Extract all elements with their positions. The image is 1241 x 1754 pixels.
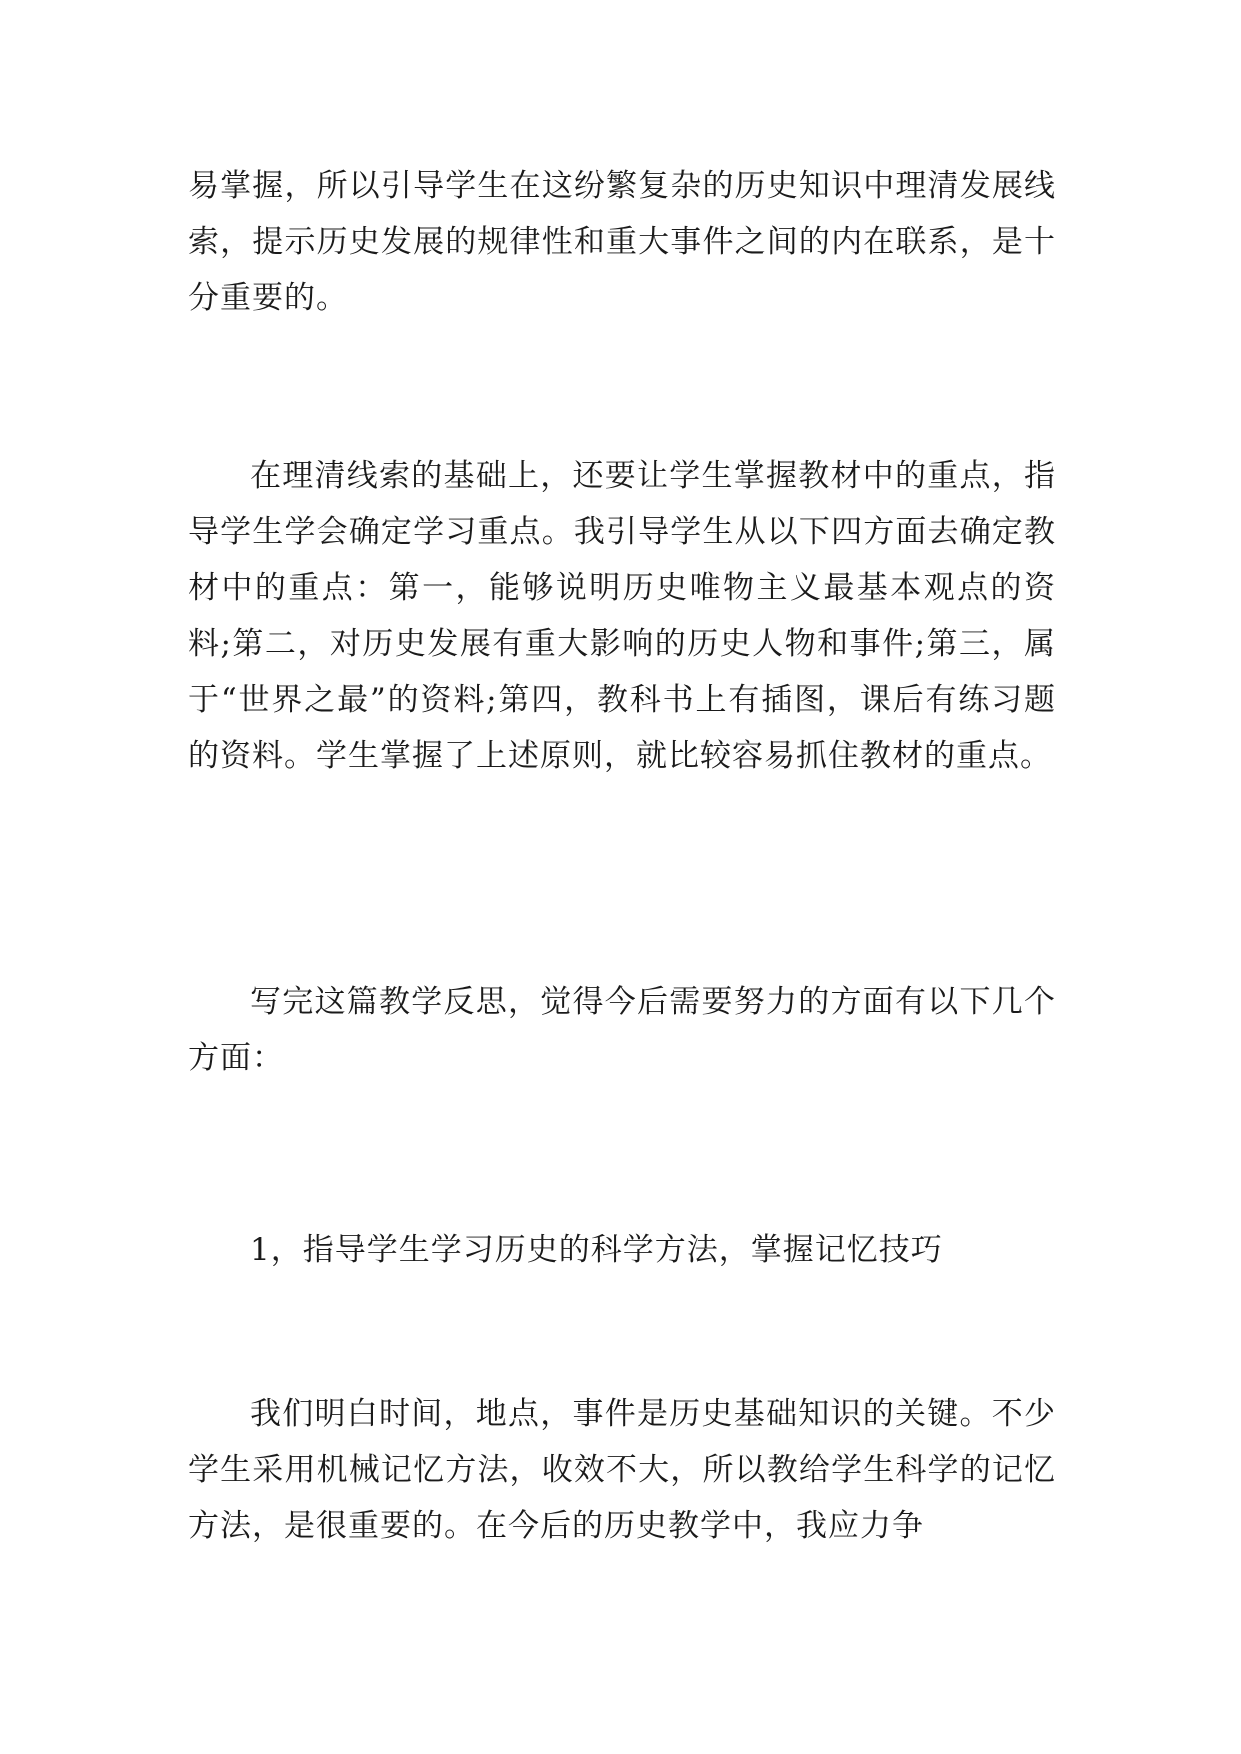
paragraph-continuation: 易掌握，所以引导学生在这纷繁复杂的历史知识中理清发展线索，提示历史发展的规律性和重大事件之间的内在联系，是十分重要的。 bbox=[188, 168, 1056, 316]
paragraph-reflection-intro: 写完这篇教学反思，觉得今后需要努力的方面有以下几个方面： bbox=[188, 984, 1056, 1076]
paragraph-key-points: 在理清线索的基础上，还要让学生掌握教材中的重点，指导学生学会确定学习重点。我引导学生从以下四方面去确定教材中的重点：第一，能够说明历史唯物主义最基本观点的资料;第二，对历史发展有重大影响的历史人物和事件;第三，属于“世界之最”的资料;第四，教科书上有插图，课后有练习题的资料。学生掌握了上述原则，就比较容易抓住教材的重点。 bbox=[188, 458, 1056, 774]
paragraph-memory-methods: 我们明白时间，地点，事件是历史基础知识的关键。不少学生采用机械记忆方法，收效不大，所以教给学生科学的记忆方法，是很重要的。在今后的历史教学中，我应力争 bbox=[188, 1396, 1056, 1544]
list-item-heading-1: 1，指导学生学习历史的科学方法，掌握记忆技巧 bbox=[250, 1232, 943, 1268]
